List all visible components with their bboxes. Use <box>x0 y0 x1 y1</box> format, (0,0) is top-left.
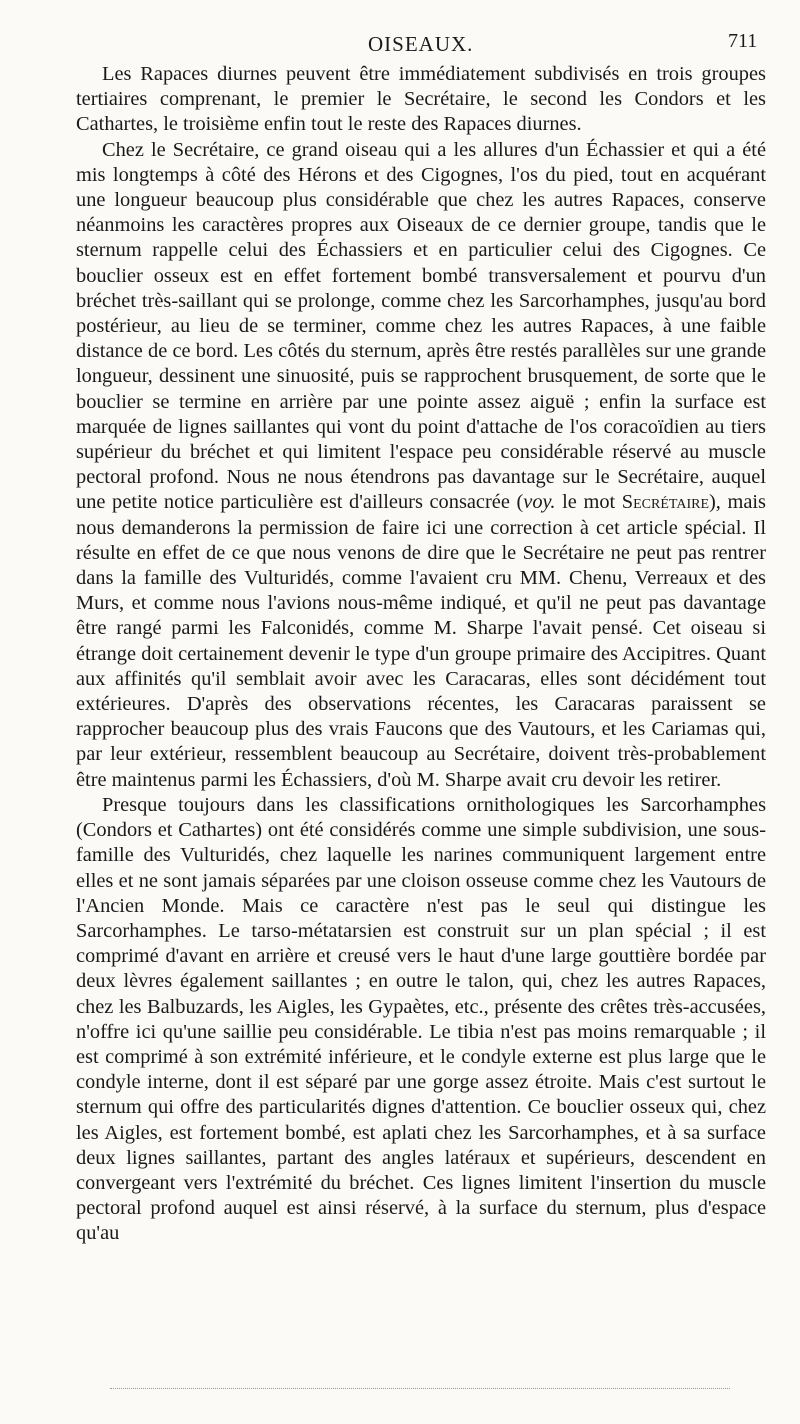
paragraph-rapaces-groups <box>76 62 766 138</box>
secretaire-crossref: Secrétaire <box>621 491 709 514</box>
paragraph-secretaire <box>76 138 766 793</box>
paragraph-text: le mot <box>555 491 622 514</box>
paragraph-text: ), mais nous demanderons la permission de faire ici une correction à cet article spécial. Il résulte en effet de ce que nous venons de dire que le Secrétaire ne peut pas rentrer dans la famille des Vulturidés, comme l'avaient cru MM. Chenu, Verreaux et des Murs, et comme nous l'avions nous-même indiqué, et qu'il ne peut pas davantage être rangé parmi les Falconidés, comme M. Sharpe l'avait pensé. Cet oiseau si étrange doit certainement devenir le type d'un groupe primaire des Accipitres. Quant aux affinités qu'il semblait avoir avec les Caracaras, elles sont décidément tout extérieures. D'après des observations récentes, les Caracaras paraissent se rapprocher beaucoup plus des vrais Faucons que des Vautours, et les Cariamas qui, par leur extérieur, ressemblent beaucoup au Secrétaire, doivent très-probablement être maintenus parmi les Échassiers, d'où M. Sharpe avait cru devoir les retirer. <box>76 491 766 791</box>
body-text <box>76 62 766 1247</box>
paragraph-text: Chez le Secrétaire, ce grand oiseau qui a les allures d'un Échassier et qui a été mis longtemps à côté des Hérons et des Cigognes, l'os du pied, tout en acquérant une longueur beaucoup plus considérable que chez les autres Rapaces, conserve néanmoins les caractères propres aux Oiseaux de ce dernier groupe, tandis que le sternum rappelle celui des Échassiers et en particulier celui des Cigognes. Ce bouclier osseux est en effet fortement bombé transversalement et pourvu d'un bréchet très-saillant qui se prolonge, comme chez les Sarcorhamphes, jusqu'au bord postérieur, au lieu de se terminer, comme chez les autres Rapaces, à une faible distance de ce bord. Les côtés du sternum, après être restés parallèles sur une grande longueur, dessinent une sinuosité, puis se rapprochent brusquement, de sorte que le bouclier se termine en arrière par une pointe assez aiguë ; enfin la surface est marquée de lignes saillantes qui vont du point d'attache de l'os coracoïdien au tiers supérieur du bréchet et qui limitent l'espace peu considérable réservé au muscle pectoral profond. Nous ne nous étendrons pas davantage sur le Secrétaire, auquel une petite notice particulière est d'ailleurs consacrée ( <box>76 138 766 514</box>
page-header <box>0 22 800 56</box>
running-title: OISEAUX. <box>368 32 474 56</box>
paragraph-text: Presque toujours dans les classifications ornithologiques les Sarcorhamphes (Condors et Cathartes) ont été considérés comme une simple subdivision, une sous-famille des Vulturidés, chez laquelle les narines communiquent largement entre elles et ne sont jamais séparées par une cloison osseuse comme chez les Vautours de l'Ancien Monde. Mais ce caractère n'est pas le seul qui distingue les Sarcorhamphes. Le tarso-métatarsien est construit sur un plan spécial ; il est comprimé d'avant en arrière et creusé vers le haut d'une large gouttière bordée par deux lèvres également saillantes ; en outre le talon, qui, chez les autres Rapaces, chez les Balbuzards, les Aigles, les Gypaètes, etc., présente des crêtes très-accusées, n'offre ici qu'une saillie peu considérable. Le tibia n'est pas moins remarquable ; il est comprimé à son extrémité inférieure, et le condyle externe est plus large que le condyle interne, dont il est séparé par une gorge assez étroite. Mais c'est surtout le sternum qui offre des particularités dignes d'attention. Ce bouclier osseux qui, chez les Aigles, est fortement bombé, est aplati chez les Sarcorhamphes, et à sa surface deux lignes saillantes, partant des angles latéraux et supérieurs, descendent en convergeant vers l'extrémité du bréchet. Ces lignes limitent l'insertion du muscle pectoral profond auquel est ainsi réservé, à la surface du sternum, plus d'espace qu'au <box>76 793 766 1245</box>
page-bottom-margin <box>110 1388 730 1391</box>
voy-abbreviation: voy. <box>523 491 556 514</box>
paragraph-text: Les Rapaces diurnes peuvent être immédiatement subdivisés en trois groupes tertiaires comprenant, le premier le Secrétaire, le second les Condors et les Cathartes, le troisième enfin tout le reste des Rapaces diurnes. <box>76 63 766 136</box>
paragraph-sarcorhamphes <box>76 793 766 1247</box>
page-number: 711 <box>728 30 758 52</box>
